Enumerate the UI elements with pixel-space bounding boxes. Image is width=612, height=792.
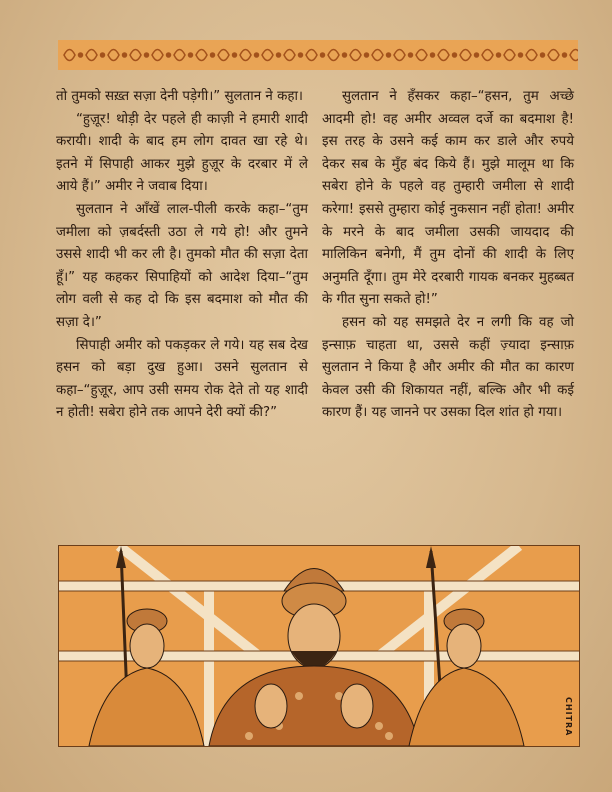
ornament-dot: [475, 53, 479, 57]
ornament-motif: [174, 50, 185, 61]
ornament-motif: [482, 50, 493, 61]
ornament-dot: [563, 53, 567, 57]
ornament-dot: [431, 53, 435, 57]
sultan-and-guards-illustration: [59, 546, 579, 746]
ornament-dot: [387, 53, 391, 57]
ornament-motif: [350, 50, 361, 61]
ornament-dot: [189, 53, 193, 57]
ornament-motif: [372, 50, 383, 61]
ornament-motif: [394, 50, 405, 61]
illustration-panel: [58, 545, 580, 747]
artist-signature: CHITRA: [564, 696, 573, 736]
paragraph: सुलतान ने आँखें लाल-पीली करके कहा–“तुम जमीला को ज़बर्दस्ती उठा ले गये हो! और तुमने उससे शादी भी कर ली है। तुमको मौत की सज़ा देता हूँ।” यह कहकर सिपाहियों को आदेश दिया–“तुम लोग वली से कह दो कि इस बदमाश को मौत की सज़ा दे।”: [56, 201, 308, 330]
decorative-border: [58, 40, 578, 70]
ornament-motif: [570, 50, 578, 61]
ornament-motif: [262, 50, 273, 61]
ornament-dot: [497, 53, 501, 57]
ornament-motif: [306, 50, 317, 61]
ornament-motif: [196, 50, 207, 61]
ornament-motif: [86, 50, 97, 61]
ornament-dot: [233, 53, 237, 57]
ornament-dot: [123, 53, 127, 57]
ornament-dot: [409, 53, 413, 57]
ornament-motif: [460, 50, 471, 61]
ornament-dot: [101, 53, 105, 57]
left-guard-figure: [89, 546, 204, 746]
ornament-motif: [548, 50, 559, 61]
right-column: [322, 86, 574, 425]
paragraph: सुलतान ने हँसकर कहा–“हसन, तुम अच्छे आदमी हो! वह अमीर अव्वल दर्जे का बदमाश है! इस तरह के उसने कई काम कर डाले और रुपये देकर सब के मुँह बंद किये हैं। मुझे मालूम था कि सबेरा होने के पहले वह तुम्हारी जमीला से शादी करेगा! इससे तुम्हारा कोई नुकसान नहीं होता! अमीर के मरने के बाद जमीला उसकी जायदाद की मालिकिन बनेगी, मैं तुम दोनों की शादी के लिए अनुमति दूँगा। तुम मेरे दरबारी गायक बनकर मुहब्बत के गीत सुना सकते हो!”: [322, 89, 574, 308]
ornament-motif: [64, 50, 75, 61]
ornament-motif: [130, 50, 141, 61]
ornament-motif: [504, 50, 515, 61]
ornament-pattern: [58, 40, 578, 70]
ornament-dot: [211, 53, 215, 57]
paragraph: हसन को यह समझते देर न लगी कि वह जो इन्साफ़ चाहता था, उससे कहीं ज़्यादा इन्साफ़ सुलतान ने किया है और अमीर की मौत का कारण केवल उसी की शिकायत नहीं, बल्कि और भी कई कारण हैं। यह जानने पर उसका दिल शांत हो गया।: [322, 314, 574, 421]
paragraph: सिपाही अमीर को पकड़कर ले गये। यह सब देख हसन को बड़ा दुख हुआ। उसने सुलतान से कहा–“हुज़ूर, आप उसी समय रोक देते तो यह शादी न होती! सबेरा होने तक आपने देरी क्यों की?”: [56, 337, 308, 421]
ornament-dot: [321, 53, 325, 57]
ornament-dot: [453, 53, 457, 57]
ornament-motif: [218, 50, 229, 61]
ornament-motif: [240, 50, 251, 61]
ornament-dot: [277, 53, 281, 57]
ornament-motif: [108, 50, 119, 61]
left-column: [56, 86, 308, 425]
ornament-dot: [343, 53, 347, 57]
ornament-motif: [526, 50, 537, 61]
ornament-motif: [152, 50, 163, 61]
ornament-dot: [365, 53, 369, 57]
paragraph: “हुज़ूर! थोड़ी देर पहले ही काज़ी ने हमारी शादी करायी। शादी के बाद हम लोग दावत खा रहे थे। इतने में सिपाही आकर मुझे हुज़ूर के दरबार में ले आये हैं।” अमीर ने जवाब दिया।: [56, 111, 308, 195]
ornament-dot: [79, 53, 83, 57]
paragraph: तो तुमको सख़्त सज़ा देनी पड़ेगी।” सुलतान ने कहा।: [56, 89, 304, 104]
ornament-motif: [438, 50, 449, 61]
ornament-motif: [284, 50, 295, 61]
ornament-dot: [145, 53, 149, 57]
ornament-dot: [299, 53, 303, 57]
ornament-motif: [416, 50, 427, 61]
ornament-dot: [255, 53, 259, 57]
ornament-dot: [167, 53, 171, 57]
ornament-motif: [328, 50, 339, 61]
ornament-dot: [519, 53, 523, 57]
ornament-dot: [541, 53, 545, 57]
